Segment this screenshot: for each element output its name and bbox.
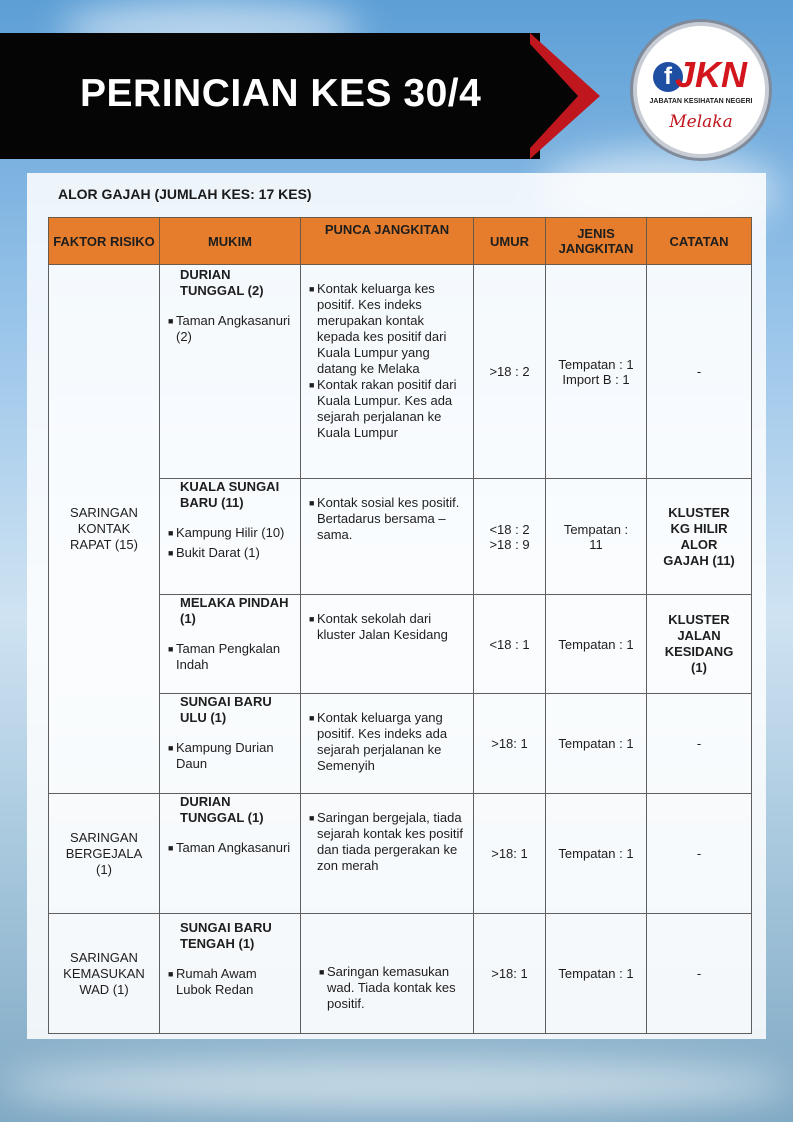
- catatan-cell: -: [647, 914, 752, 1034]
- umur-cell: >18: 1: [474, 694, 546, 794]
- jenis-cell: Tempatan : 1: [546, 794, 647, 914]
- header-umur: UMUR: [474, 218, 546, 265]
- punca-item: ■ Kontak sosial kes positif. Bertadarus bersama – sama.: [309, 495, 460, 542]
- punca-item: ■ Saringan kemasukan wad. Tiada kontak kes positif.: [319, 964, 456, 1011]
- table-row: [49, 914, 752, 1034]
- lokasi-item: ■ Taman Angkasanuri: [168, 840, 291, 855]
- jenis-cell: Tempatan : 1: [546, 914, 647, 1034]
- punca-cell: [301, 694, 474, 794]
- catatan-cell: KLUSTER KG HILIR ALOR GAJAH (11): [647, 479, 752, 595]
- umur-cell: >18: 1: [474, 794, 546, 914]
- logo-subtitle: JABATAN KESIHATAN NEGERI: [649, 98, 753, 105]
- lokasi-item: ■ Rumah Awam Lubok Redan: [168, 966, 257, 997]
- lokasi-item: ■ Kampung Hilir (10): [168, 525, 285, 540]
- punca-item: ■ Kontak keluarga kes positif. Kes indeks merupakan kontak kepada kes positif dari Kuala Lumpur yang datang ke Melaka: [309, 281, 447, 376]
- punca-cell: [301, 265, 474, 479]
- logo-jkn-text: JKN: [675, 54, 748, 95]
- page-title: PERINCIAN KES 30/4: [80, 72, 482, 115]
- table-row: [49, 794, 752, 914]
- umur-cell: >18 : 2: [474, 265, 546, 479]
- umur-cell: <18 : 2 >18 : 9: [474, 479, 546, 595]
- jenis-cell: Tempatan : 1 Import B : 1: [546, 265, 647, 479]
- catatan-cell: -: [647, 694, 752, 794]
- catatan-cell: KLUSTER JALAN KESIDANG (1): [647, 595, 752, 694]
- punca-item: ■ Saringan bergejala, tiada sejarah kontak kes positif dan tiada pergerakan ke zon merah: [309, 810, 463, 873]
- punca-item: ■ Kontak keluarga yang positif. Kes indeks ada sejarah perjalanan ke Semenyih: [309, 710, 448, 773]
- mukim-name: SUNGAI BARU ULU (1): [180, 694, 272, 725]
- mukim-cell: [160, 265, 301, 479]
- punca-cell: [301, 794, 474, 914]
- jkn-logo: [633, 22, 769, 158]
- mukim-name: SUNGAI BARU TENGAH (1): [180, 920, 272, 951]
- banner-black-arrow: [520, 33, 578, 159]
- mukim-cell: [160, 794, 301, 914]
- lokasi-item: ■ Taman Angkasanuri (2): [168, 313, 291, 344]
- header-punca-jangkitan: PUNCA JANGKITAN: [301, 218, 474, 265]
- case-table: [48, 217, 752, 1034]
- lokasi-item: ■ Taman Pengkalan Indah: [168, 641, 281, 672]
- punca-item: ■ Kontak rakan positif dari Kuala Lumpur. Kes ada sejarah perjalanan ke Kuala Lumpur: [309, 377, 457, 440]
- lokasi-item: ■ Kampung Durian Daun: [168, 740, 274, 771]
- section-title: ALOR GAJAH (JUMLAH KES: 17 KES): [58, 186, 312, 202]
- mukim-name: DURIAN TUNGGAL (2): [180, 267, 264, 298]
- punca-cell: [301, 595, 474, 694]
- mukim-name: KUALA SUNGAI BARU (11): [180, 479, 280, 510]
- mukim-name: DURIAN TUNGGAL (1): [180, 794, 264, 825]
- jenis-cell: Tempatan : 11: [546, 479, 647, 595]
- lokasi-item: ■ Bukit Darat (1): [168, 545, 260, 560]
- header-faktor-risiko: FAKTOR RISIKO: [49, 218, 160, 265]
- punca-cell: [301, 914, 474, 1034]
- mukim-name: MELAKA PINDAH (1): [180, 595, 289, 626]
- faktor-cell: SARINGAN KONTAK RAPAT (15): [49, 265, 160, 794]
- logo-script: Melaka: [669, 112, 733, 132]
- faktor-cell: SARINGAN BERGEJALA (1): [49, 794, 160, 914]
- facebook-icon: f: [653, 62, 683, 92]
- table-row: [49, 265, 752, 479]
- mukim-cell: [160, 595, 301, 694]
- table-header-row: [49, 218, 752, 265]
- mukim-cell: [160, 914, 301, 1034]
- jenis-cell: Tempatan : 1: [546, 694, 647, 794]
- catatan-cell: -: [647, 265, 752, 479]
- jenis-cell: Tempatan : 1: [546, 595, 647, 694]
- punca-cell: [301, 479, 474, 595]
- faktor-cell: SARINGAN KEMASUKAN WAD (1): [49, 914, 160, 1034]
- umur-cell: >18: 1: [474, 914, 546, 1034]
- header-jenis-jangkitan: JENIS JANGKITAN: [546, 218, 647, 265]
- punca-item: ■ Kontak sekolah dari kluster Jalan Kesidang: [309, 611, 448, 642]
- umur-cell: <18 : 1: [474, 595, 546, 694]
- catatan-cell: -: [647, 794, 752, 914]
- mukim-cell: [160, 694, 301, 794]
- mukim-cell: [160, 479, 301, 595]
- header-catatan: CATATAN: [647, 218, 752, 265]
- header-mukim: MUKIM: [160, 218, 301, 265]
